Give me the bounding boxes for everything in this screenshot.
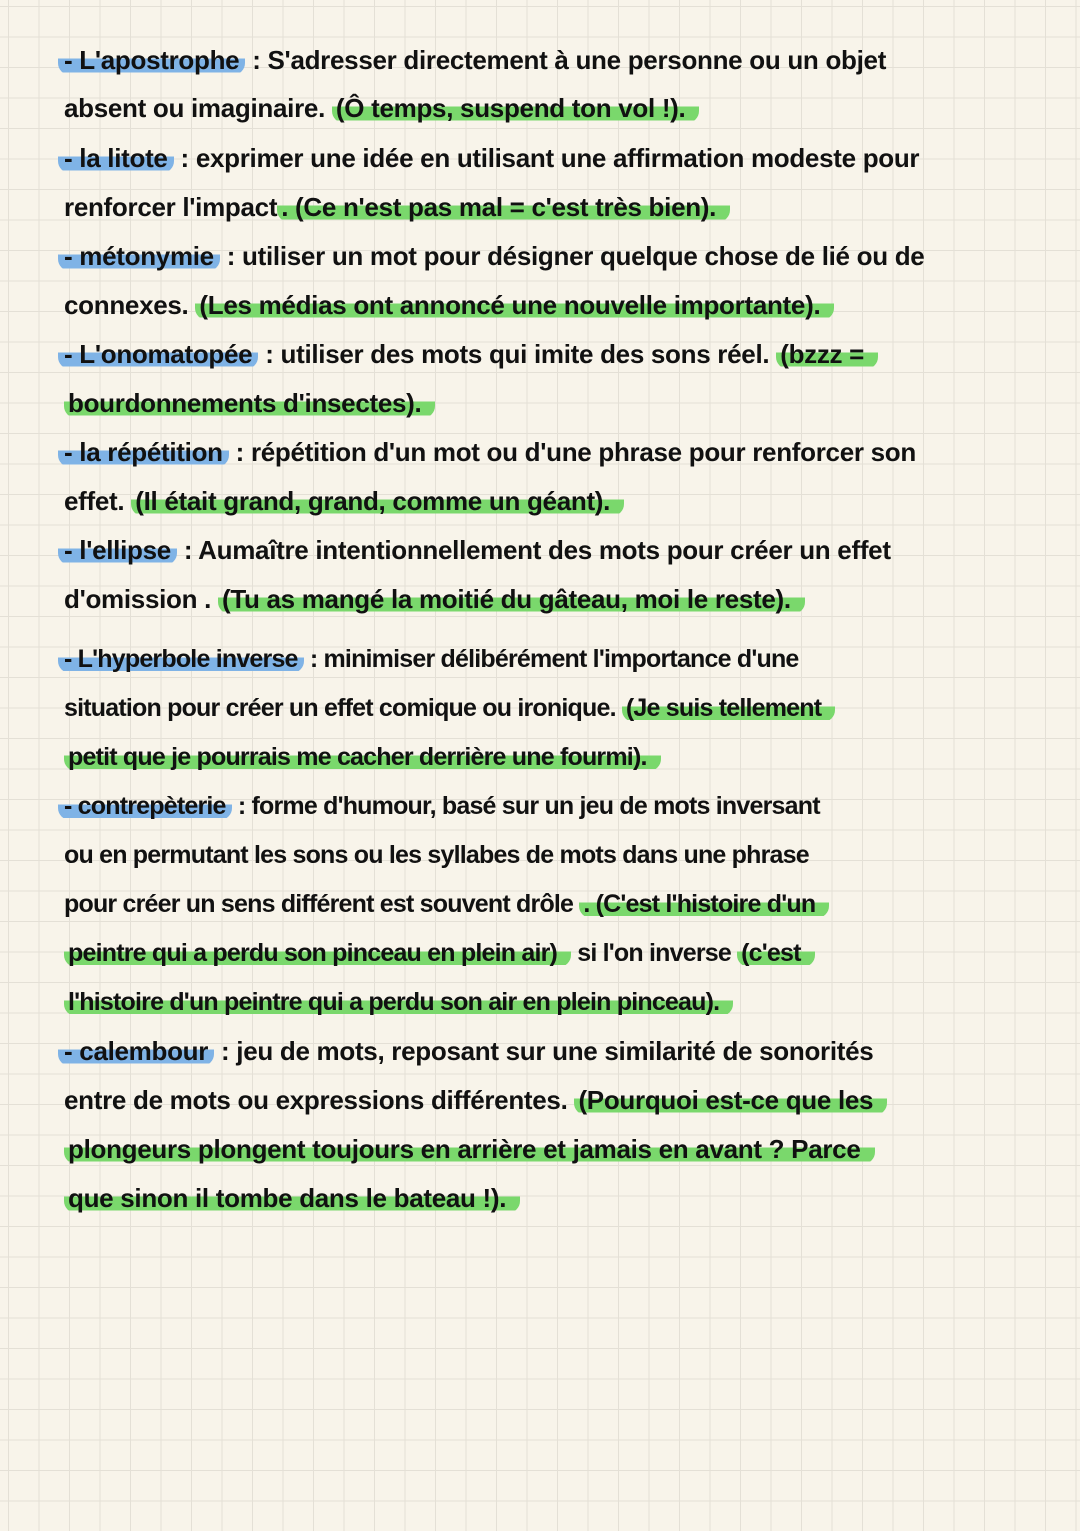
note-line [64, 432, 916, 472]
note-line [64, 579, 805, 619]
note-line [64, 737, 661, 777]
term-highlight: - calembour [58, 1036, 214, 1066]
note-line [64, 383, 435, 423]
definition-text: pour créer un sens différent est souvent drôle [64, 890, 580, 918]
definition-text: : jeu de mots, reposant sur une similarité de sonorités [214, 1036, 874, 1066]
note-line [64, 138, 919, 178]
note-line [64, 982, 733, 1022]
term-highlight: - la litote [58, 143, 174, 173]
example-highlight: bourdonnements d'insectes). [64, 388, 435, 418]
note-line [64, 88, 699, 128]
example-highlight: peintre qui a perdu son pinceau en plein air) [64, 939, 571, 967]
definition-text: absent ou imaginaire. [64, 93, 332, 123]
example-highlight: (Tu as mangé la moitié du gâteau, moi le reste). [218, 584, 805, 614]
term-highlight: - L'apostrophe [58, 45, 245, 75]
term-highlight: - la répétition [58, 437, 229, 467]
definition-text: : S'adresser directement à une personne ou un objet [245, 45, 887, 75]
example-highlight: . (Ce n'est pas mal = c'est très bien). [277, 192, 730, 222]
note-line [64, 334, 878, 374]
note-line [64, 1129, 875, 1169]
definition-text: effet. [64, 486, 132, 516]
example-highlight: petit que je pourrais me cacher derrière une fourmi). [64, 743, 661, 771]
note-line [64, 835, 809, 875]
note-line [64, 236, 924, 276]
definition-text: entre de mots ou expressions différentes. [64, 1085, 575, 1115]
example-highlight: (Les médias ont annoncé une nouvelle importante). [195, 290, 834, 320]
definition-text: : utiliser des mots qui imite des sons réel. [258, 339, 777, 369]
note-line [64, 1031, 873, 1071]
definition-text: : utiliser un mot pour désigner quelque chose de lié ou de [219, 241, 925, 271]
note-line [64, 481, 624, 521]
note-line [64, 786, 820, 826]
term-highlight: - métonymie [58, 241, 220, 271]
note-line [64, 187, 730, 227]
term-highlight: - L'onomatopée [58, 339, 258, 369]
example-highlight: l'histoire d'un peintre qui a perdu son air en plein pinceau). [64, 988, 733, 1016]
term-highlight: - L'hyperbole inverse [58, 645, 304, 673]
term-highlight: - contrepèterie [58, 792, 232, 820]
note-line [64, 688, 835, 728]
example-highlight: (Pourquoi est-ce que les [574, 1085, 887, 1115]
example-highlight: (c'est [737, 939, 815, 967]
definition-text: ou en permutant les sons ou les syllabes de mots dans une phrase [64, 841, 809, 869]
note-line [64, 933, 815, 973]
example-highlight: plongeurs plongent toujours en arrière et jamais en avant ? Parce [64, 1134, 875, 1164]
note-line [64, 285, 834, 325]
example-highlight: que sinon il tombe dans le bateau !). [64, 1183, 520, 1213]
definition-text: : répétition d'un mot ou d'une phrase pour renforcer son [228, 437, 916, 467]
definition-text: : Aumaître intentionnellement des mots pour créer un effet [176, 535, 891, 565]
note-line [64, 1080, 887, 1120]
example-highlight: (bzzz = [776, 339, 878, 369]
definition-text: si l'on inverse [571, 939, 738, 967]
definition-text: situation pour créer un effet comique ou ironique. [64, 694, 622, 722]
example-highlight: . (C'est l'histoire d'un [579, 890, 829, 918]
note-line [64, 1178, 520, 1218]
note-line [64, 530, 891, 570]
note-line [64, 639, 799, 679]
definition-text: : forme d'humour, basé sur un jeu de mots inversant [231, 792, 820, 820]
example-highlight: (Il était grand, grand, comme un géant). [131, 486, 624, 516]
term-highlight: - l'ellipse [58, 535, 177, 565]
definition-text: : minimiser délibérément l'importance d'une [303, 645, 799, 673]
example-highlight: (Je suis tellement [622, 694, 835, 722]
definition-text: renforcer l'impact [64, 192, 278, 222]
definition-text: connexes. [64, 290, 196, 320]
note-line [64, 884, 829, 924]
note-line [64, 40, 886, 80]
example-highlight: (Ô temps, suspend ton vol !). [332, 93, 700, 123]
definition-text: d'omission . [64, 584, 218, 614]
definition-text: : exprimer une idée en utilisant une affirmation modeste pour [173, 143, 920, 173]
